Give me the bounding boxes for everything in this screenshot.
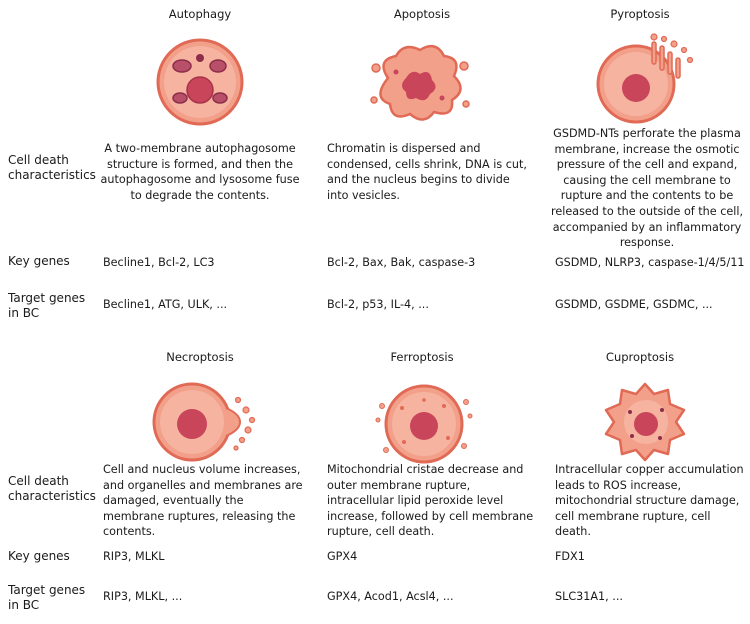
autophagy-target-genes: Becline1, ATG, ULK, ... xyxy=(103,298,228,311)
cuproptosis-target-genes: SLC31A1, ... xyxy=(555,590,623,603)
apoptosis-cell-illustration xyxy=(366,38,472,128)
panel-title-ferroptosis: Ferroptosis xyxy=(390,350,454,364)
row-label-characteristics-1: Cell death characteristics xyxy=(8,153,96,182)
row-label-target-genes-2: Target genes in BC xyxy=(8,583,86,612)
pyroptosis-key-genes: GSDMD, NLRP3, caspase-1/4/5/11 xyxy=(555,256,745,269)
necroptosis-characteristics: Cell and nucleus volume increases, and organelles and membranes are damaged, eventually the membrane ruptures, releasing the contents. xyxy=(103,463,303,539)
row-label-target-genes-1: Target genes in BC xyxy=(8,291,86,320)
ferroptosis-cell-illustration xyxy=(374,376,474,470)
necroptosis-cell-illustration xyxy=(148,374,258,470)
ferroptosis-key-genes: GPX4 xyxy=(327,550,358,563)
pyroptosis-target-genes: GSDMD, GSDME, GSDMC, ... xyxy=(555,298,713,311)
necroptosis-key-genes: RIP3, MLKL xyxy=(103,550,165,563)
cuproptosis-characteristics: Intracellular copper accumulation leads to ROS increase, mitochondrial structure damage, cell membrane rupture, cell death. xyxy=(555,463,744,539)
autophagy-characteristics: A two-membrane autophagosome structure is formed, and then the autophagosome and lysosome fuse to degrade the contents. xyxy=(100,142,300,202)
ferroptosis-target-genes: GPX4, Acod1, Acsl4, ... xyxy=(327,590,454,603)
panel-title-autophagy: Autophagy xyxy=(168,7,232,21)
pyroptosis-characteristics: GSDMD-NTs perforate the plasma membrane, increase the osmotic pressure of the cell and expand, causing the cell membrane to rupture and the contents to be released to the outside of the cell, accompanied by an inflammatory response. xyxy=(550,127,744,250)
cuproptosis-cell-illustration xyxy=(600,376,690,466)
apoptosis-target-genes: Bcl-2, p53, IL-4, ... xyxy=(327,298,429,311)
apoptosis-key-genes: Bcl-2, Bax, Bak, caspase-3 xyxy=(327,256,476,269)
panel-title-necroptosis: Necroptosis xyxy=(166,350,234,364)
panel-title-pyroptosis: Pyroptosis xyxy=(610,7,670,21)
cuproptosis-key-genes: FDX1 xyxy=(555,550,585,563)
row-label-key-genes-1: Key genes xyxy=(8,254,70,268)
necroptosis-target-genes: RIP3, MLKL, ... xyxy=(103,590,183,603)
autophagy-cell-illustration xyxy=(150,32,250,132)
row-label-characteristics-2: Cell death characteristics xyxy=(8,474,96,503)
ferroptosis-characteristics: Mitochondrial cristae decrease and outer membrane rupture, intracellular lipid peroxide level increase, followed by cell membrane rupture, cell death. xyxy=(327,463,534,539)
row-label-key-genes-2: Key genes xyxy=(8,549,70,563)
panel-title-apoptosis: Apoptosis xyxy=(393,7,451,21)
autophagy-key-genes: Becline1, Bcl-2, LC3 xyxy=(103,256,215,269)
apoptosis-characteristics: Chromatin is dispersed and condensed, cells shrink, DNA is cut, and the nucleus begins to divide into vesicles. xyxy=(327,142,527,202)
panel-title-cuproptosis: Cuproptosis xyxy=(605,350,675,364)
pyroptosis-cell-illustration xyxy=(590,30,700,130)
